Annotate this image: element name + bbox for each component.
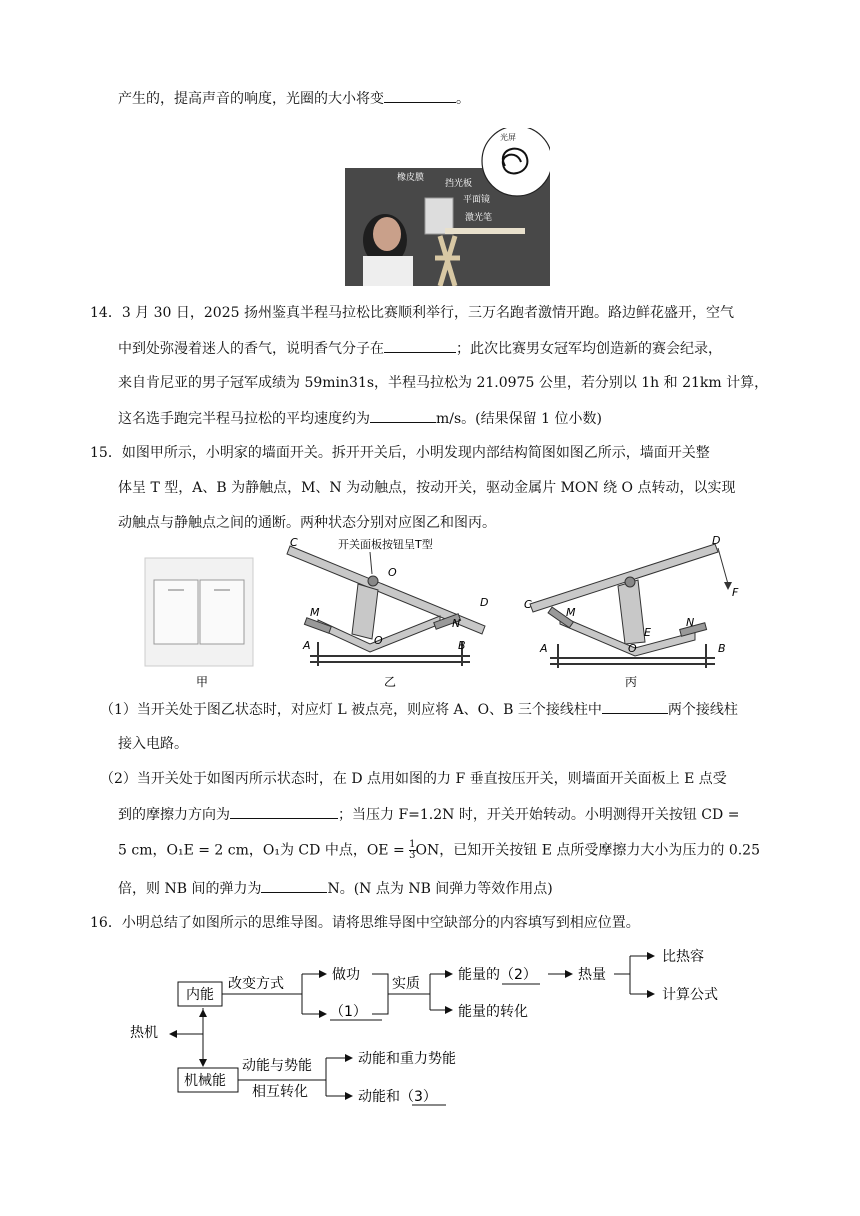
point-N: N — [686, 616, 695, 629]
q13-tail-end: 。 — [456, 91, 470, 107]
q13-tail-text: 产生的，提高声音的响度，光圈的大小将变 — [118, 91, 384, 107]
q15-sub2-text: ON，已知开关按钮 E 点所受摩擦力大小为压力的 0.25 — [415, 842, 760, 859]
experiment-photo — [345, 128, 550, 286]
point-E: E — [644, 626, 651, 639]
q15-sub2-text: 倍，则 NB 间的弹力为 — [118, 881, 262, 897]
node-inner: 内能 — [186, 987, 214, 1003]
q15-line-2: 体呈 T 型，A、B 为静触点，M、N 为动触点，按动开关，驱动金属片 MON 绕 O 点转动，以实现 — [118, 480, 736, 496]
node-change: 改变方式 — [228, 976, 284, 992]
point-O1: O — [388, 566, 397, 579]
q14-text: m/s。(结果保留 1 位小数) — [436, 411, 602, 427]
answer-blank[interactable] — [384, 88, 456, 103]
point-B: B — [458, 639, 466, 652]
node-ke-gpe: 动能和重力势能 — [358, 1051, 456, 1067]
answer-blank[interactable] — [602, 699, 668, 714]
point-D: D — [712, 534, 721, 547]
caption-bing: 丙 — [625, 675, 638, 689]
node-ke3[interactable]: 动能和（3） — [358, 1089, 437, 1105]
label-shield: 挡光板 — [445, 179, 473, 189]
q15-sub2-line-3 — [118, 840, 760, 861]
q15-sub2-line-4 — [118, 878, 553, 899]
q15-line-1: 15．如图甲所示，小明家的墙面开关。拆开开关后，小明发现内部结构简图如图乙所示，墙面开关整 — [90, 445, 710, 461]
q14-text: 这名选手跑完半程马拉松的平均速度约为 — [118, 411, 370, 427]
point-F: F — [732, 586, 739, 599]
figure-yi — [287, 536, 488, 666]
switch-figure — [140, 534, 740, 694]
answer-blank[interactable] — [230, 804, 338, 819]
node-convert: 能量的转化 — [458, 1004, 528, 1020]
node-formula: 计算公式 — [662, 987, 718, 1003]
fraction-numerator: 1 — [409, 839, 416, 850]
point-N: N — [452, 617, 461, 630]
q15-sub2-text: ；当压力 F=1.2N 时，开关开始转动。小明测得开关按钮 CD = — [338, 807, 740, 823]
node-blank1[interactable]: （1） — [330, 1004, 367, 1020]
label-laser: 激光笔 — [465, 213, 493, 223]
q14-line-2 — [118, 338, 722, 359]
point-B: B — [718, 642, 726, 655]
q13-tail — [118, 88, 470, 109]
node-energy2[interactable]: 能量的（2） — [458, 967, 537, 983]
label-screen: 光屏 — [500, 133, 516, 142]
q15-sub2-text: 5 cm，O₁E = 2 cm，O₁为 CD 中点，OE = — [118, 842, 410, 859]
switch-figure-graphic — [140, 534, 740, 694]
node-work: 做功 — [332, 967, 360, 983]
node-shc: 比热容 — [662, 949, 704, 965]
q15-sub2-line-1: （2）当开关处于如图丙所示状态时，在 D 点用如图的力 F 垂直按压开关，则墙面开关面板上 E 点受 — [100, 771, 727, 787]
point-A: A — [540, 642, 548, 655]
q14-text: 中到处弥漫着迷人的香气，说明香气分子在 — [118, 341, 384, 357]
fraction-denominator: 3 — [409, 850, 416, 861]
point-O: O — [374, 634, 383, 647]
answer-blank[interactable] — [370, 408, 436, 423]
q14-line-1: 14．3 月 30 日，2025 扬州鉴真半程马拉松比赛顺利举行，三万名跑者激情开跑。路边鲜花盛开，空气 — [90, 305, 734, 321]
q15-sub1-text: （1）当开关处于图乙状态时，对应灯 L 被点亮，则应将 A、O、B 三个接线柱中 — [100, 702, 602, 718]
q16-line: 16．小明总结了如图所示的思维导图。请将思维导图中空缺部分的内容填写到相应位置。 — [90, 915, 640, 931]
node-mutual: 相互转化 — [252, 1084, 308, 1100]
q15-sub1-cont: 接入电路。 — [118, 736, 188, 752]
q14-line-4 — [118, 408, 602, 429]
callout-label: 开关面板按钮呈T型 — [338, 538, 433, 551]
point-C: C — [290, 536, 298, 549]
q15-sub1-text: 两个接线柱 — [667, 702, 738, 718]
node-mech: 机械能 — [184, 1073, 226, 1089]
label-mirror: 平面镜 — [463, 195, 491, 205]
q15-sub1 — [100, 699, 738, 720]
experiment-photo-graphic — [345, 128, 550, 286]
point-A: A — [303, 639, 311, 652]
node-engine: 热机 — [130, 1025, 158, 1041]
node-heat: 热量 — [578, 967, 606, 983]
caption-yi: 乙 — [384, 675, 397, 689]
q14-text: ；此次比赛男女冠军均创造新的赛会纪录， — [456, 341, 722, 357]
caption-jia: 甲 — [196, 675, 209, 689]
point-M: M — [310, 606, 320, 619]
q15-sub2-text: 到的摩擦力方向为 — [118, 807, 230, 823]
q15-sub2-text: N。(N 点为 NB 间弹力等效作用点) — [327, 881, 553, 897]
point-D: D — [480, 596, 489, 609]
q14-line-3: 来自肯尼亚的男子冠军成绩为 59min31s，半程马拉松为 21.0975 公里，若分别以 1h 和 21km 计算， — [118, 375, 769, 391]
node-ke-pe: 动能与势能 — [242, 1058, 312, 1074]
point-M: M — [566, 606, 576, 619]
mind-map — [130, 944, 750, 1116]
figure-bing — [524, 534, 739, 668]
mind-map-graphic — [130, 944, 750, 1116]
node-essence: 实质 — [392, 976, 420, 992]
label-membrane: 橡皮膜 — [397, 173, 425, 183]
q15-sub2-line-2 — [118, 804, 739, 825]
answer-blank[interactable] — [384, 338, 456, 353]
point-O: O — [628, 642, 637, 655]
point-C: C — [524, 598, 532, 611]
q15-line-3: 动触点与静触点之间的通断。两种状态分别对应图乙和图丙。 — [118, 515, 496, 531]
answer-blank[interactable] — [261, 878, 327, 893]
